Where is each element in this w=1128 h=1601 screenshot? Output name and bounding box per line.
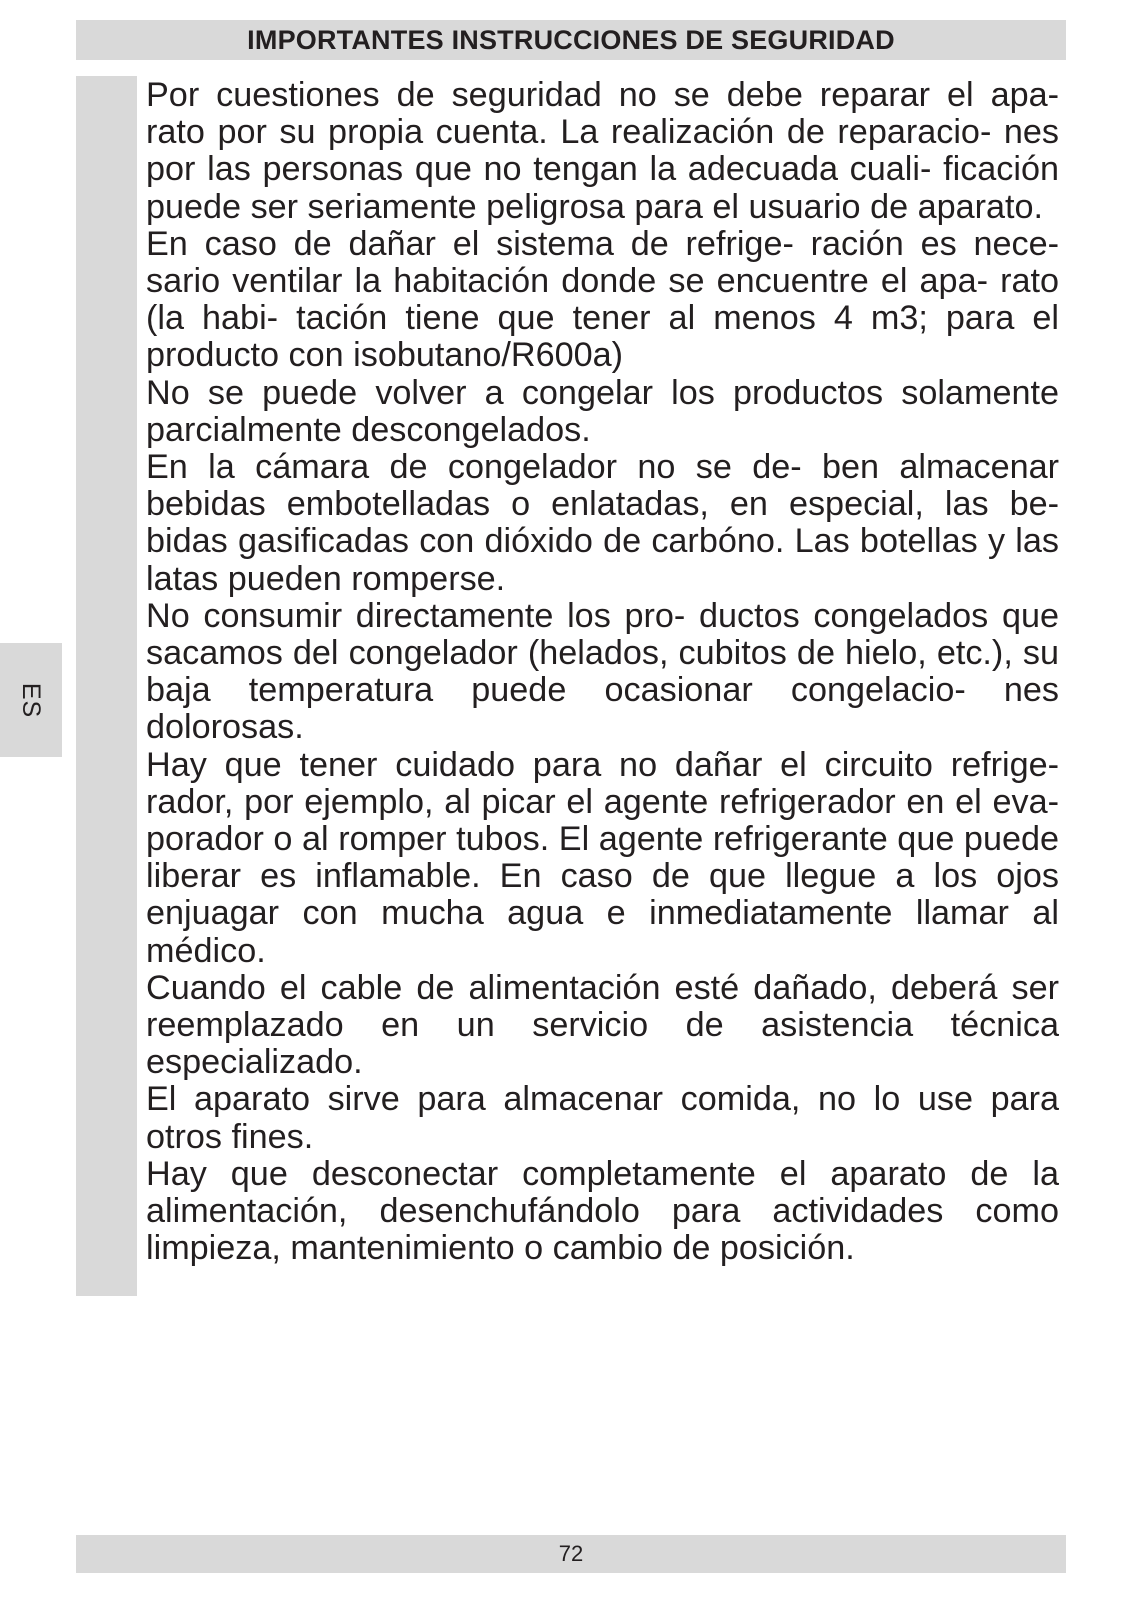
language-label: ES bbox=[17, 682, 46, 718]
section-side-bar bbox=[76, 76, 137, 1296]
paragraph-refrigerant-circuit: Hay que tener cuidado para no dañar el circuito refrige- rador, por ejemplo, al picar el agente refrigerador en el eva- porador o al romper tubos. El agente refrigerante que puede liberar es inflamable. En caso de que llegue a los ojos enjuagar con mucha agua e inmediatamente llamar al médico. bbox=[146, 745, 1059, 970]
paragraph-disconnect: Hay que desconectar completamente el aparato de la alimentación, desenchufándolo para actividades como limpieza, mantenimiento o cambio de posición. bbox=[146, 1154, 1059, 1268]
paragraph-bottles-cans: En la cámara de congelador no se de- ben almacenar bebidas embotelladas o enlatadas, en especial, las be- bidas gasificadas con dióxido de carbóno. Las botellas y las latas pueden romperse. bbox=[146, 448, 1059, 598]
language-tab bbox=[0, 643, 62, 757]
paragraph-intended-use: El aparato sirve para almacenar comida, no lo use para otros fines. bbox=[146, 1080, 1059, 1156]
page-footer bbox=[76, 1535, 1066, 1573]
paragraph-refreezing: No se puede volver a congelar los productos solamente parcialmente descongelados. bbox=[146, 373, 1059, 449]
paragraph-frozen-products: No consumir directamente los pro- ductos congelados que sacamos del congelador (helados, cubitos de hielo, etc.), su baja temperatura puede ocasionar congelacio- nes dolorosas. bbox=[146, 596, 1059, 747]
page-title: IMPORTANTES INSTRUCCIONES DE SEGURIDAD bbox=[247, 24, 895, 55]
safety-instructions-text bbox=[146, 77, 1059, 1268]
paragraph-repairs: Por cuestiones de seguridad no se debe reparar el apa- rato por su propia cuenta. La realización de reparacio- nes por las personas que no tengan la adecuada cuali- ficación puede ser seriamente peligrosa para el usuario de aparato. bbox=[146, 76, 1059, 226]
paragraph-refrigeration-damage: En caso de dañar el sistema de refrige- ración es nece- sario ventilar la habitación donde se encuentre el apa- rato (la habi- tación tiene que tener al menos 4 m3; para el producto con isobutano/R600a) bbox=[146, 224, 1059, 375]
page-header bbox=[76, 20, 1066, 60]
page-number: 72 bbox=[558, 1541, 584, 1566]
paragraph-power-cable: Cuando el cable de alimentación esté dañado, deberá ser reemplazado en un servicio de asistencia técnica especializado. bbox=[146, 968, 1059, 1082]
